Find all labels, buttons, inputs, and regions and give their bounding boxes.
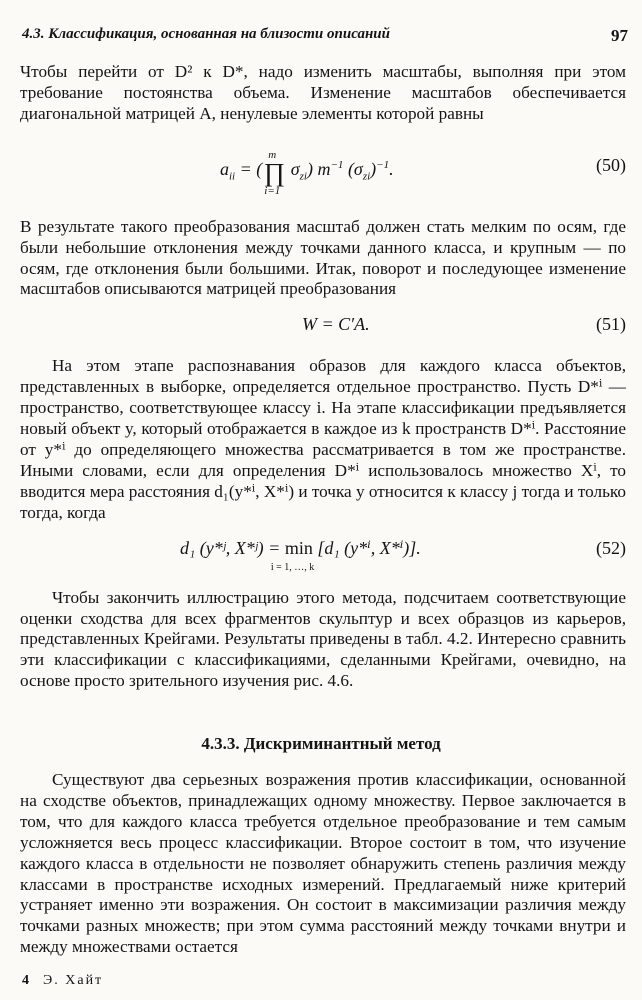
paragraph-2: В результате такого преобразования масштаб должен стать мелким по осям, где были небольшие отклонения между точками данного класса, и крупным — по осям, где отклонения были большими. Итак, поворот и последующее изменение масштабов описываются матрицей преобразования bbox=[20, 216, 626, 299]
paragraph-1: Чтобы перейти от D² к D*, надо изменить масштабы, выполняя при этом требование постоянства объема. Изменение масштабов обеспечивается диагональной матрицей A, ненулевые элементы которой равны bbox=[20, 62, 626, 123]
equation-52-number: (52) bbox=[596, 537, 626, 558]
paragraph-3: На этом этапе распознавания образов для каждого класса объектов, представленных в выборке, определяется отдельное пространство. Пусть D*ⁱ — пространство, соответствующее классу i. На этапе классификации предъявляется новый объект y, который отображается в каждое из k пространств D*ⁱ. Расстояние от y*ⁱ до определяющего множества рассматривается в том же пространстве. Иными словами, если для определения D*ⁱ использовалось множество Xⁱ, то вводится мера расстояния d₁(y*ⁱ, X*ⁱ) и точка y относится к классу j тогда и только тогда, когда bbox=[20, 356, 626, 522]
signature-mark: 4 bbox=[22, 973, 29, 988]
section-heading: 4.3.3. Дискриминантный метод bbox=[201, 734, 441, 753]
equation-51 bbox=[20, 310, 626, 348]
page-number: 97 bbox=[611, 26, 628, 45]
equation-52-formula: d₁ (y*ʲ, X*ʲ) = min i = 1, …, k [d₁ (y*ⁱ, X*ⁱ)]. bbox=[180, 537, 421, 573]
equation-52 bbox=[20, 530, 626, 578]
equation-51-formula: W = C′A. bbox=[302, 314, 370, 335]
page-footer bbox=[22, 973, 103, 989]
equation-51-number: (51) bbox=[596, 314, 626, 335]
equation-50-formula: $a_{ii}$ = (∏ m i=1 $\sigma_{zi}$) $m^{-1}$ $(\sigma_{zi})^{-1}$. bbox=[220, 148, 394, 197]
paragraph-5: Существуют два серьезных возражения против классификации, основанной на сходстве объектов, принадлежащих одному множеству. Первое заключается в том, что для каждого класса требуется отдельное преобразование и тем самым усложняется весь процесс классификации. Второе состоит в том, что изучение каждого класса в отдельности не позволяет обнаружить степень различия между классами в пространстве исходных измерений. Предлагаемый ниже критерий устраняет именно эти возражения. Он состоит в максимизации различия между точками разных множеств; при этом сумма расстояний между точками внутри и между множествами остается bbox=[20, 770, 626, 957]
paragraph-4: Чтобы закончить иллюстрацию этого метода, подсчитаем соответствующие оценки сходства для всех фрагментов скульптур и всех образцов из карьеров, представленных Крейгами. Результаты приведены в табл. 4.2. Интересно сравнить эти классификации с классификациями, сделанными Крейгами, очевидно, на основе просто зрительного изучения рис. 4.6. bbox=[20, 587, 626, 691]
equation-50 bbox=[20, 145, 626, 203]
running-title: 4.3. Классификация, основанная на близости описаний bbox=[22, 26, 390, 42]
equation-50-number: (50) bbox=[596, 154, 626, 175]
author-signature: Э. Хайт bbox=[43, 973, 104, 988]
running-header bbox=[22, 26, 628, 48]
text-block-1 bbox=[20, 62, 626, 692]
text-block-2 bbox=[20, 770, 626, 958]
